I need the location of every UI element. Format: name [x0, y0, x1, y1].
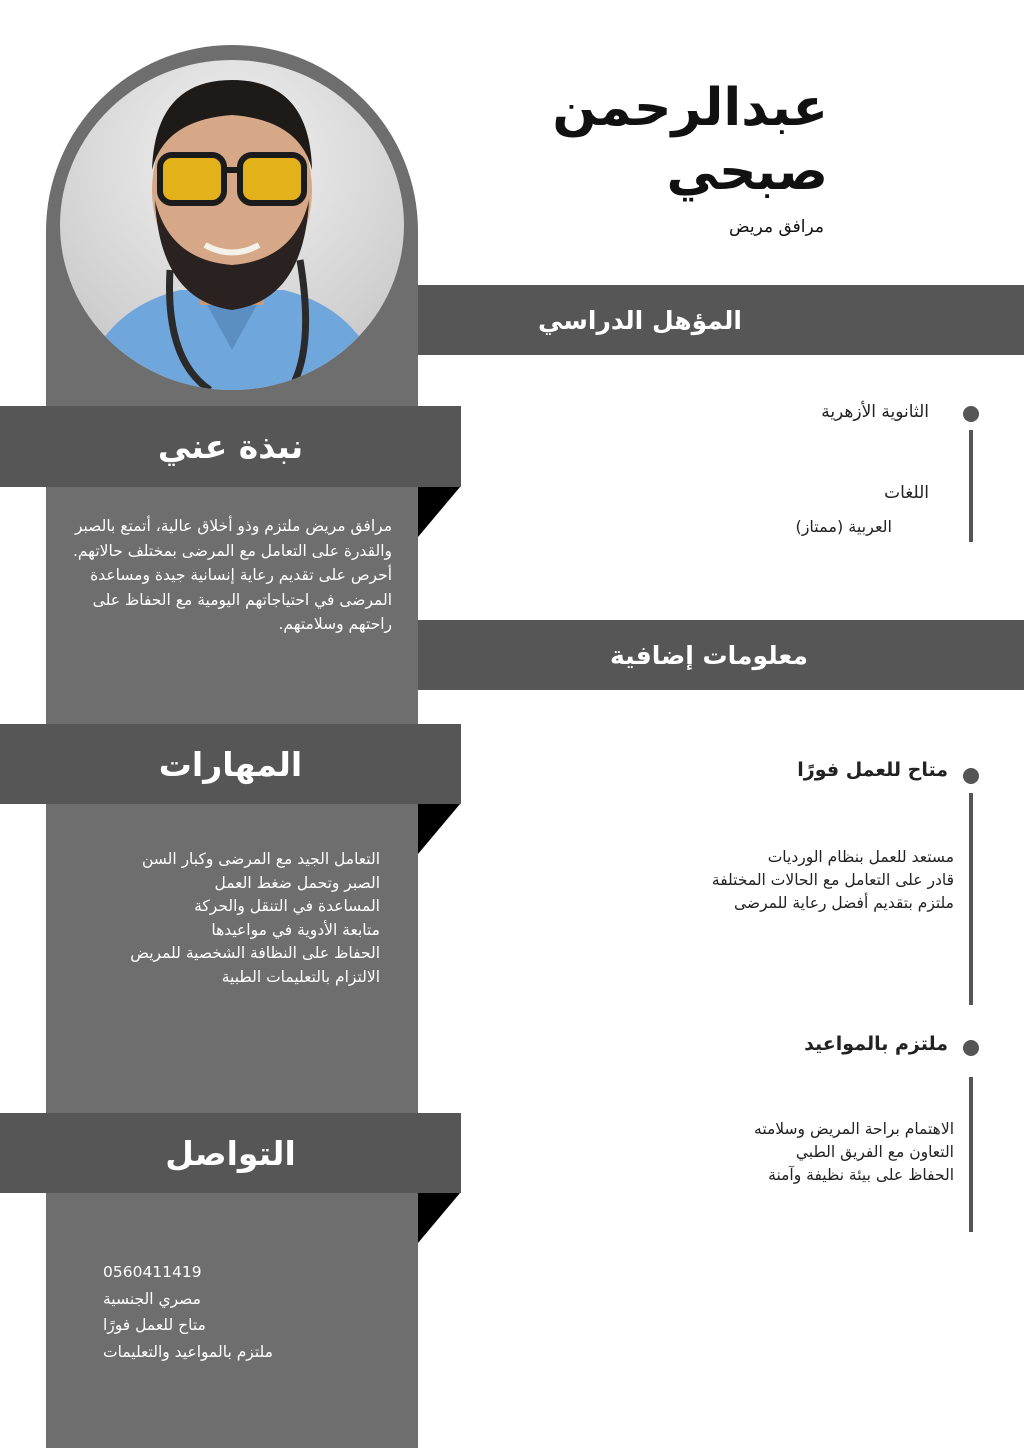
skill-item: المساعدة في التنقل والحركة: [194, 897, 380, 915]
name-last: صبحي: [666, 142, 828, 202]
list-item: الحفاظ على بيئة نظيفة وآمنة: [768, 1166, 954, 1184]
languages-label: اللغات: [884, 483, 929, 503]
profile-photo: [60, 60, 404, 390]
about-text: مرافق مريض ملتزم وذو أخلاق عالية، أتمتع بالصبر والقدرة على التعامل مع المرضى بمختلف حالاتهم. أحرص على تقديم رعاية إنسانية جيدة ومساعدة المرضى في احتياجاتهم اليومية مع الحفاظ على راحتهم وسلامتهم.: [72, 517, 392, 633]
name-first: عبدالرحمن: [552, 78, 828, 138]
skill-item: الصبر وتحمل ضغط العمل: [214, 873, 380, 892]
skill-item: الحفاظ على النظافة الشخصية للمريض: [130, 944, 380, 962]
timeline-line: [969, 793, 973, 1005]
skill-item: متابعة الأدوية في مواعيدها: [211, 920, 380, 939]
about-heading: نبذة عني: [157, 427, 304, 466]
contact-fold: [418, 1193, 460, 1243]
bullet-dot: [963, 1040, 979, 1056]
contact-heading: التواصل: [165, 1133, 296, 1173]
bullet-dot: [963, 406, 979, 422]
about-fold: [418, 487, 460, 537]
additional-group-title: متاح للعمل فورًا: [797, 759, 948, 781]
list-item: قادر على التعامل مع الحالات المختلفة: [711, 871, 954, 889]
contact-phone[interactable]: 0560411419: [103, 1263, 202, 1281]
skills-header: [0, 724, 461, 804]
skill-item: التعامل الجيد مع المرضى وكبار السن: [141, 850, 380, 868]
language-item: العربية (ممتاز): [795, 517, 892, 536]
bullet-dot: [963, 768, 979, 784]
timeline-line: [969, 1077, 973, 1232]
list-item: ملتزم بتقديم أفضل رعاية للمرضى: [734, 894, 954, 912]
list-item: الاهتمام براحة المريض وسلامته: [754, 1120, 954, 1138]
education-degree: الثانوية الأزهرية: [821, 402, 929, 422]
list-item: التعاون مع الفريق الطبي: [795, 1143, 954, 1161]
contact-header: [0, 1113, 461, 1193]
skill-item: الالتزام بالتعليمات الطبية: [221, 967, 380, 986]
skills-heading: المهارات: [158, 744, 303, 784]
additional-header: [418, 620, 1024, 690]
about-header: [0, 406, 461, 487]
contact-list: [103, 1259, 403, 1365]
additional-group-title: ملتزم بالمواعيد: [804, 1033, 948, 1055]
list-item: مستعد للعمل بنظام الورديات: [767, 848, 954, 866]
contact-item: متاح للعمل فورًا: [103, 1316, 206, 1334]
job-title: مرافق مريض: [729, 217, 824, 237]
additional-group-list: [712, 846, 954, 915]
education-heading: المؤهل الدراسي: [538, 305, 742, 335]
skills-fold: [418, 804, 460, 854]
additional-group-list: [754, 1118, 954, 1187]
contact-item: ملتزم بالمواعيد والتعليمات: [103, 1342, 273, 1361]
timeline-line: [969, 430, 973, 542]
person-avatar-icon: [60, 60, 404, 390]
contact-item: مصري الجنسية: [103, 1289, 201, 1308]
skills-list: [80, 848, 380, 989]
additional-heading: معلومات إضافية: [609, 640, 808, 670]
education-header: [418, 285, 1024, 355]
